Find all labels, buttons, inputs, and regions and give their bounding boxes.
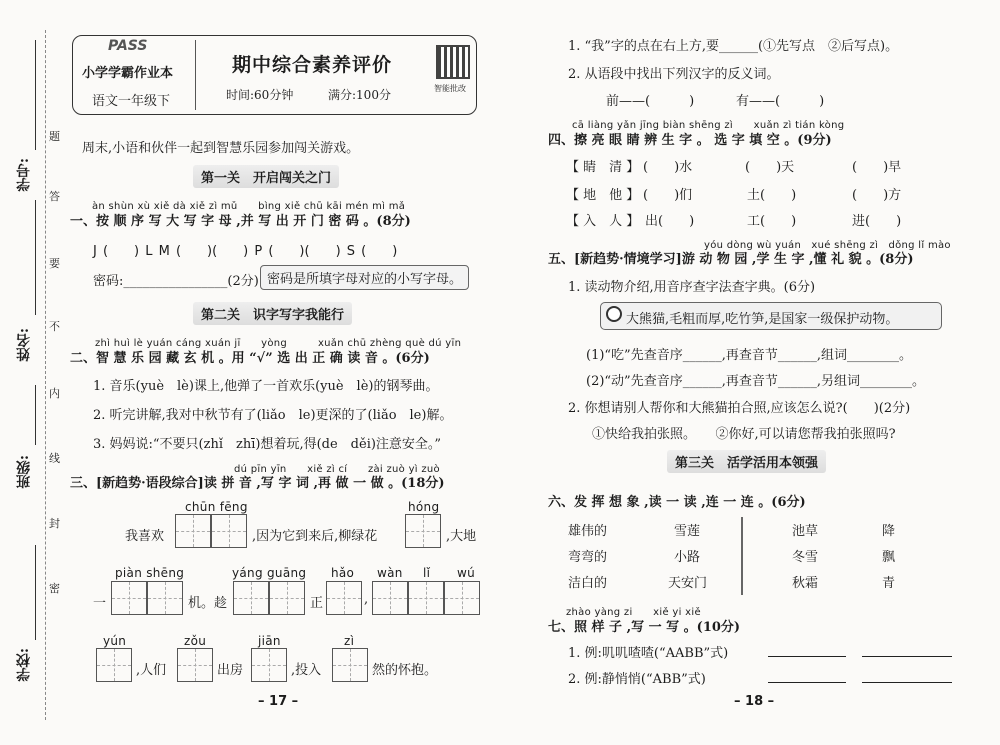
- q4-r2c1: ( )们: [643, 188, 693, 203]
- school-line: [35, 545, 36, 640]
- q3-s3a: ,人们: [136, 663, 167, 678]
- writing-grid[interactable]: [96, 648, 132, 682]
- py-piansheng: piàn shēng: [115, 566, 185, 580]
- level-2-banner: 第二关 识字写字我能行: [193, 302, 352, 325]
- writing-grid[interactable]: [251, 648, 287, 682]
- page-number-right: – 18 –: [734, 694, 775, 709]
- q7-title: 七、照 样 子 ,写 一 写 。(10分): [548, 620, 741, 635]
- py-zi: zì: [344, 634, 355, 648]
- q6-col3: 冬雪: [792, 550, 819, 565]
- header-divider: [195, 40, 196, 110]
- q4-r2c0: 【 地 他 】: [566, 188, 640, 203]
- q5-pinyin: yóu dòng wù yuán xué shēng zì dǒng lǐ mào: [704, 240, 951, 251]
- q1-title: 一、按 顺 序 写 大 写 字 母 ,并 写 出 开 门 密 码 。(8分): [70, 214, 411, 229]
- py-zou: zǒu: [184, 634, 207, 648]
- q2-item-1: 1. 音乐(yuè lè)课上,他弹了一首欢乐(yuè lè)的钢琴曲。: [93, 379, 439, 394]
- q6-col4: 飘: [882, 550, 896, 565]
- q4-r2c2: 土( ): [747, 188, 797, 203]
- answer-line[interactable]: [768, 656, 846, 657]
- py-yun: yún: [103, 634, 127, 648]
- q6-title: 六、发 挥 想 象 ,读 一 读 ,连 一 连 。(6分): [548, 495, 806, 510]
- q6-col3: 秋霜: [792, 576, 819, 591]
- q3-s2d: ,: [364, 592, 369, 607]
- binding-mark: 密: [49, 582, 60, 595]
- pass-logo: PASS: [108, 38, 148, 54]
- py-jian: jiān: [258, 634, 281, 648]
- q3-s1a: 我喜欢: [125, 529, 165, 544]
- q3-s2c: 正: [310, 596, 324, 611]
- q5-line2: (2)“动”先查音序______,再查音节______,另组词________。: [586, 374, 925, 389]
- q6-col1: 弯弯的: [568, 550, 608, 565]
- q1-hint: 密码是所填字母对应的小写字母。: [260, 265, 469, 290]
- q4-r3c1: 出( ): [645, 214, 695, 229]
- q7-pinyin: zhào yàng zi xiě yi xiě: [566, 607, 701, 618]
- writing-grid[interactable]: [147, 581, 183, 615]
- brand-name: 小学学霸作业本: [82, 66, 174, 81]
- py-yangguang: yáng guāng: [232, 566, 307, 580]
- q5-options: ①快给我拍张照。 ②你好,可以请您帮我拍张照吗?: [592, 427, 896, 442]
- q5-title: 五、[新趋势·情境学习]游 动 物 园 ,学 生 字 ,懂 礼 貌 。(8分): [548, 252, 914, 267]
- q4-r1c3: ( )早: [852, 160, 902, 175]
- q4-r2c3: ( )方: [852, 188, 902, 203]
- binding-mark: 不: [49, 320, 60, 333]
- antonym-2: 有——( ): [736, 94, 825, 109]
- q7-example-2: 2. 例:静悄悄(“ABB”式): [568, 672, 706, 687]
- q5-sub1: 1. 读动物介绍,用音序查字法查字典。(6分): [568, 280, 816, 295]
- py-wan: wàn: [377, 566, 403, 580]
- binding-dash-line: [45, 30, 46, 720]
- exam-score: 满分:100分: [328, 88, 391, 102]
- q3-s1b: ,因为它到来后,柳绿花: [252, 529, 378, 544]
- writing-grid[interactable]: [444, 581, 480, 615]
- writing-grid[interactable]: [111, 581, 147, 615]
- q3-s2a: 一: [93, 596, 107, 611]
- name-line: [35, 200, 36, 315]
- writing-grid[interactable]: [177, 648, 213, 682]
- q1-password: 密码:________________(2分): [93, 274, 259, 289]
- binding-mark: 封: [49, 517, 60, 530]
- q4-title: 四、擦 亮 眼 睛 辨 生 字 。 选 字 填 空 。(9分): [548, 133, 832, 148]
- q1r-text: 1. “我”字的点在右上方,要______(①先写点 ②后写点)。: [568, 39, 899, 54]
- writing-grid[interactable]: [405, 514, 441, 548]
- answer-line[interactable]: [768, 682, 846, 683]
- panda-icon: [606, 306, 622, 322]
- q6-divider: [741, 517, 743, 595]
- q4-pinyin: cā liàng yǎn jīng biàn shēng zì xuǎn zì tián kòng: [572, 120, 845, 131]
- q5-sub2: 2. 你想请别人帮你和大熊猫拍合照,应该怎么说?( )(2分): [568, 401, 911, 416]
- py-li: lǐ: [423, 566, 431, 580]
- q6-col3: 池草: [792, 524, 819, 539]
- qr-label: 智能批改: [434, 84, 466, 93]
- q5-line1: (1)“吃”先查音序______,再查音节______,组词________。: [586, 348, 912, 363]
- q2r-text: 2. 从语段中找出下列汉字的反义词。: [568, 67, 780, 82]
- binding-mark: 题: [49, 130, 60, 143]
- q3-pinyin: dú pīn yīn xiě zì cí zài zuò yì zuò: [234, 464, 440, 475]
- name-label: 姓名:: [16, 328, 32, 362]
- writing-grid[interactable]: [332, 648, 368, 682]
- writing-grid[interactable]: [175, 514, 211, 548]
- binding-mark: 要: [49, 257, 60, 270]
- panda-text: 大熊猫,毛粗而厚,吃竹笋,是国家一级保护动物。: [626, 312, 899, 327]
- q6-col1: 洁白的: [568, 576, 608, 591]
- writing-grid[interactable]: [408, 581, 444, 615]
- q4-r3c3: 进( ): [852, 214, 902, 229]
- py-hao: hǎo: [331, 566, 355, 580]
- binding-mark: 线: [49, 452, 60, 465]
- q4-r3c0: 【 入 人 】: [566, 214, 640, 229]
- page-number-left: – 17 –: [258, 694, 299, 709]
- writing-grid[interactable]: [326, 581, 362, 615]
- number-label: 学号:: [16, 158, 32, 192]
- q2-title: 二、智 慧 乐 园 藏 玄 机 。用 “√” 选 出 正 确 读 音 。(6分): [70, 351, 430, 366]
- qr-code-icon: [436, 45, 470, 79]
- writing-grid[interactable]: [372, 581, 408, 615]
- q1-pinyin: àn shùn xù xiě dà xiě zì mǔ bìng xiě chū kāi mén mì mǎ: [92, 201, 406, 212]
- q6-col4: 降: [882, 524, 896, 539]
- q4-r3c2: 工( ): [747, 214, 797, 229]
- q4-r1c1: ( )水: [643, 160, 693, 175]
- antonym-1: 前——( ): [606, 94, 695, 109]
- binding-mark: 内: [49, 387, 60, 400]
- grade-label: 语文一年级下: [92, 94, 171, 109]
- writing-grid[interactable]: [211, 514, 247, 548]
- q6-col4: 青: [882, 576, 896, 591]
- q2-item-3: 3. 妈妈说:“不要只(zhǐ zhī)想着玩,得(de děi)注意安全。”: [93, 437, 442, 452]
- writing-grid[interactable]: [233, 581, 269, 615]
- binding-margin: [0, 0, 70, 745]
- q3-s3d: 然的怀抱。: [372, 663, 438, 678]
- q3-s3b: 出房: [217, 663, 244, 678]
- q2-pinyin: zhì huì lè yuán cáng xuán jī yòng xuǎn chū zhèng què dú yīn: [95, 338, 462, 349]
- level-1-banner: 第一关 开启闯关之门: [193, 165, 339, 188]
- level-3-banner: 第三关 活学活用本领强: [667, 450, 826, 473]
- school-label: 学校:: [16, 648, 32, 682]
- q4-r1c2: ( )天: [745, 160, 795, 175]
- exam-time: 时间:60分钟: [226, 88, 294, 102]
- q2-item-2: 2. 听完讲解,我对中秋节有了(liǎo le)更深的了(liǎo le)解。: [93, 408, 453, 423]
- q1-letters: J ( ) L M ( )( ) P ( )( ) S ( ): [93, 244, 398, 259]
- py-hong: hóng: [408, 500, 440, 514]
- q7-example-1: 1. 例:叽叽喳喳(“AABB”式): [568, 646, 729, 661]
- py-chunfeng: chūn fēng: [185, 500, 248, 514]
- q6-col2: 天安门: [668, 576, 708, 591]
- class-label: 班级:: [16, 455, 32, 489]
- binding-mark: 答: [49, 190, 60, 203]
- q6-col2: 雪莲: [674, 524, 701, 539]
- q3-s1c: ,大地: [446, 529, 477, 544]
- intro-text: 周末,小语和伙伴一起到智慧乐园参加闯关游戏。: [82, 141, 360, 156]
- q4-r1c0: 【 睛 清 】: [566, 160, 640, 175]
- q3-s3c: ,投入: [291, 663, 322, 678]
- answer-line[interactable]: [862, 656, 952, 657]
- q3-s2b: 机。趁: [188, 596, 228, 611]
- q6-col2: 小路: [674, 550, 701, 565]
- py-wu: wú: [457, 566, 476, 580]
- number-line: [35, 40, 36, 150]
- page-title: 期中综合素养评价: [232, 54, 393, 76]
- class-line: [35, 385, 36, 445]
- writing-grid[interactable]: [269, 581, 305, 615]
- answer-line[interactable]: [862, 682, 952, 683]
- q3-title: 三、[新趋势·语段综合]读 拼 音 ,写 字 词 ,再 做 一 做 。(18分): [70, 476, 445, 491]
- q6-col1: 雄伟的: [568, 524, 608, 539]
